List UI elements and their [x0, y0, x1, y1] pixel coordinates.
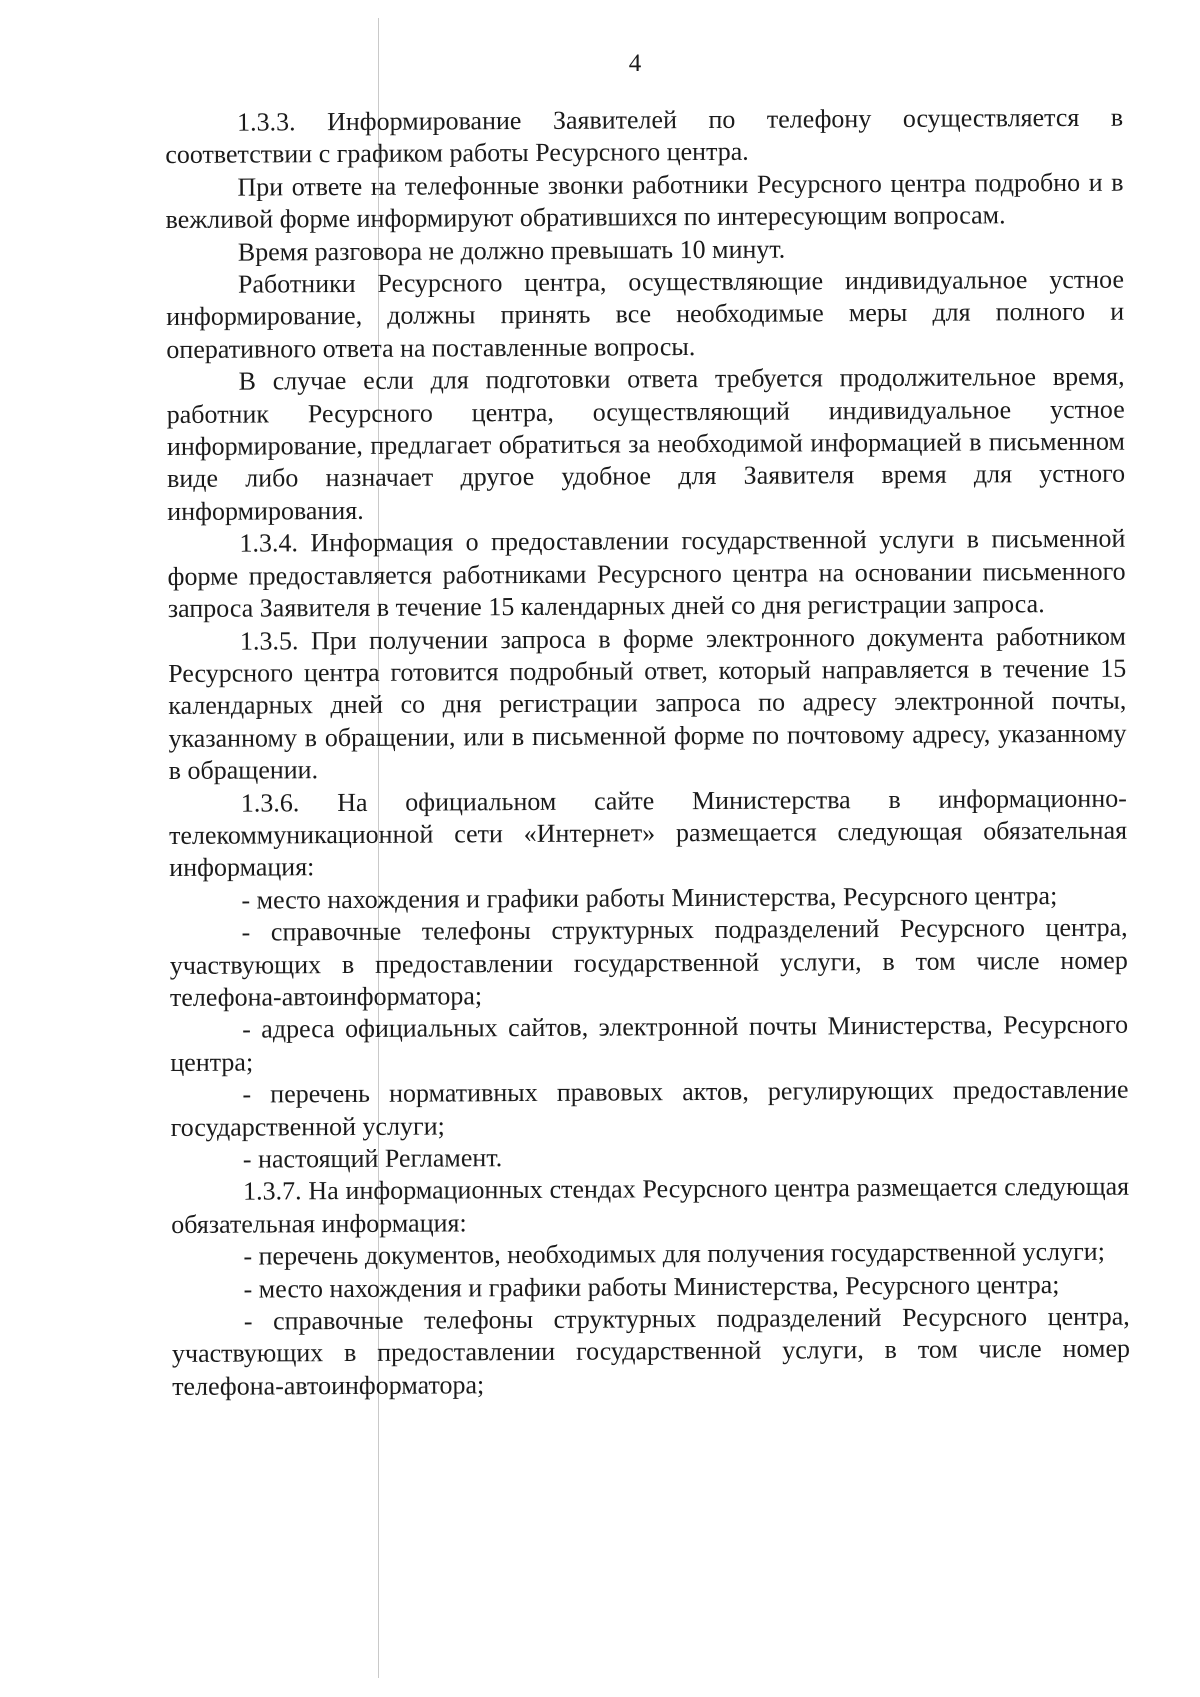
paragraph: В случае если для подготовки ответа требуется продолжительное время, работник Ресурсного центра, осуществляющий индивидуальное устное информирование, предлагает обратиться за необходимой информацией в письменном виде либо назначает другое удобное для Заявителя время для устного информирования.	[166, 361, 1126, 526]
list-item: - место нахождения и графики работы Министерства, Ресурсного центра;	[241, 880, 1058, 915]
paragraph-1-3-4: 1.3.4. Информация о предоставлении государственной услуги в письменной форме предоставляется работниками Ресурсного центра на основании письменного запроса Заявителя в течение 15 календарных дней со дня регистрации запроса.	[167, 523, 1126, 624]
document-body	[165, 102, 1130, 1404]
paragraph-1-3-6: 1.3.6. На официальном сайте Министерства в информационно-телекоммуникационной сети «Интернет» размещается следующая обязательная информация:	[168, 783, 1128, 883]
paragraph: Работники Ресурсного центра, осуществляющие индивидуальное устное информирование, должны принять все необходимые меры для полного и оперативного ответа на поставленные вопросы.	[166, 264, 1125, 364]
list-item: - перечень документов, необходимых для получения государственной услуги;	[243, 1236, 1105, 1271]
paragraph: При ответе на телефонные звонки работники Ресурсного центра подробно и в вежливой форме информируют обратившихся по интересующим вопросам.	[165, 167, 1124, 235]
list-item: - адреса официальных сайтов, электронной почты Министерства, Ресурсного центра;	[170, 1010, 1129, 1077]
paragraph-1-3-3: 1.3.3. Информирование Заявителей по телефону осуществляется в соответствии с графиком работы Ресурсного центра.	[165, 102, 1124, 170]
page-number: 4	[628, 50, 642, 77]
paragraph-1-3-7: 1.3.7. На информационных стендах Ресурсного центра размещается следующая обязательная информация:	[171, 1172, 1130, 1239]
list-item: - место нахождения и графики работы Министерства, Ресурсного центра;	[243, 1269, 1060, 1304]
list-item: - справочные телефоны структурных подразделений Ресурсного центра, участвующих в предоставлении государственной услуги, в том числе номер телефона-автоинформатора;	[171, 1301, 1131, 1401]
list-item: - перечень нормативных правовых актов, регулирующих предоставление государственной услуги;	[170, 1074, 1129, 1142]
paragraph: Время разговора не должно превышать 10 минут.	[237, 234, 786, 267]
list-item: - настоящий Регламент.	[242, 1143, 503, 1174]
paragraph-1-3-5: 1.3.5. При получении запроса в форме электронного документа работником Ресурсного центра готовится подробный ответ, который направляется в течение 15 календарных дней со дня регистрации запроса по адресу электронной почты, указанному в обращении, или в письменной форме по почтовому адресу, указанному в обращении.	[168, 621, 1127, 786]
list-item: - справочные телефоны структурных подразделений Ресурсного центра, участвующих в предоставлении государственной услуги, в том числе номер телефона-автоинформатора;	[169, 912, 1128, 1012]
